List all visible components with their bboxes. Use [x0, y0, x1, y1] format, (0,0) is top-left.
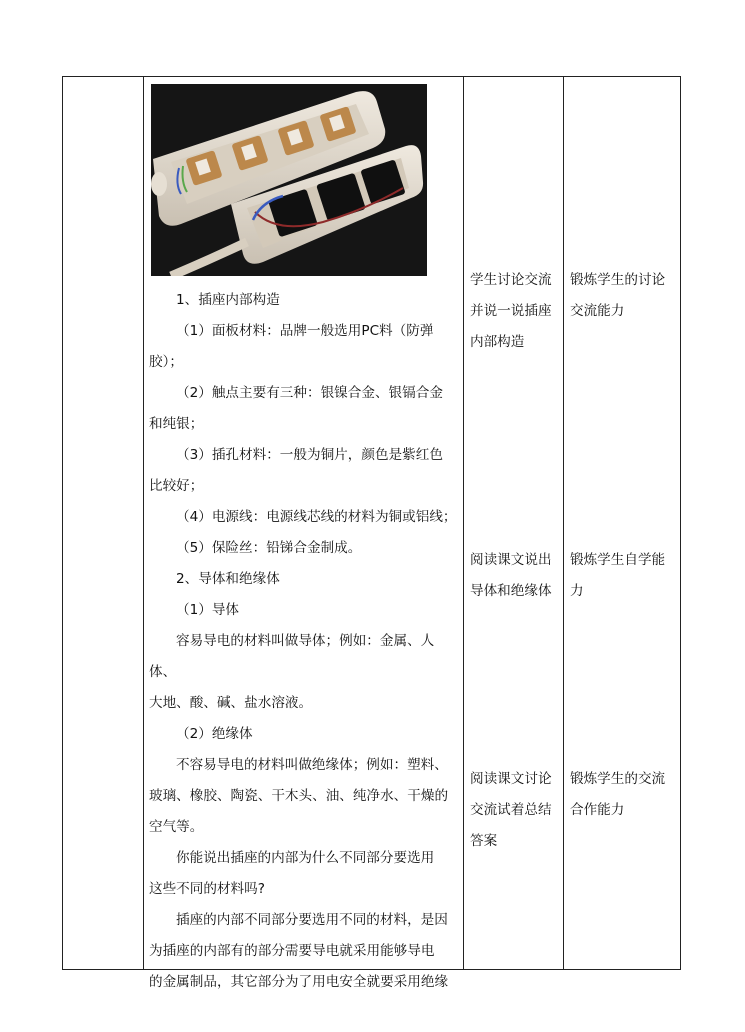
design-intent-line: 交流能力: [570, 303, 625, 319]
content-line: （2）触点主要有三种：银镍合金、银镉合金: [176, 385, 443, 401]
student-activity-line: 内部构造: [470, 334, 525, 350]
lesson-table: [62, 76, 681, 990]
student-activity-3: [470, 764, 562, 857]
student-activity-line: 学生讨论交流: [470, 272, 552, 288]
content-line: （5）保险丝：铅锑合金制成。: [176, 540, 362, 556]
column-divider-2: [463, 77, 464, 969]
student-activity-line: 阅读课文说出: [470, 552, 552, 568]
student-activity-line: 导体和绝缘体: [470, 583, 552, 599]
content-line: （1）导体: [176, 602, 240, 618]
content-line: 大地、酸、碱、盐水溶液。: [149, 695, 313, 711]
student-activity-2: [470, 545, 562, 607]
content-line: （1）面板材料：品牌一般选用PC料（防弹: [176, 323, 434, 339]
content-line: 2、导体和绝缘体: [176, 571, 280, 587]
content-line: 1、插座内部构造: [176, 292, 280, 308]
content-text: [149, 285, 461, 998]
content-line: （3）插孔材料：一般为铜片，颜色是紫红色: [176, 447, 443, 463]
content-line: 比较好；: [149, 478, 204, 494]
content-line: （4）电源线：电源线芯线的材料为铜或铝线；: [176, 509, 457, 525]
design-intent-line: 合作能力: [570, 802, 625, 818]
column-divider-3: [563, 77, 564, 969]
design-intent-line: 力: [570, 583, 584, 599]
student-activity-line: 并说一说插座: [470, 303, 552, 319]
student-activity-1: [470, 265, 562, 358]
power-strip-illustration: [151, 84, 427, 276]
design-intent-1: [570, 265, 678, 327]
content-line: 插座的内部不同部分要选用不同的材料，是因: [176, 912, 448, 928]
design-intent-2: [570, 545, 678, 607]
power-strip-photo: [151, 84, 427, 276]
design-intent-line: 锻炼学生自学能: [570, 552, 666, 568]
student-activity-line: 答案: [470, 833, 498, 849]
design-intent-3: [570, 764, 678, 826]
column-divider-1: [143, 77, 144, 969]
content-line: 这些不同的材料吗?: [149, 881, 265, 897]
content-line: 为插座的内部有的部分需要导电就采用能够导电: [149, 943, 435, 959]
content-line: 和纯银；: [149, 416, 204, 432]
content-line: 玻璃、橡胶、陶瓷、干木头、油、纯净水、干燥的: [149, 788, 449, 804]
design-intent-line: 锻炼学生的交流: [570, 771, 666, 787]
content-line: 容易导电的材料叫做导体；例如：金属、人体、: [149, 633, 435, 680]
content-line: （2）绝缘体: [176, 726, 253, 742]
student-activity-line: 交流试着总结: [470, 802, 552, 818]
content-line: 空气等。: [149, 819, 204, 835]
student-activity-line: 阅读课文讨论: [470, 771, 552, 787]
content-line: 的金属制品，其它部分为了用电安全就要采用绝缘: [149, 974, 449, 990]
content-line: 胶）；: [149, 354, 183, 370]
content-line: 你能说出插座的内部为什么不同部分要选用: [176, 850, 435, 866]
content-line: 不容易导电的材料叫做绝缘体；例如：塑料、: [176, 757, 448, 773]
design-intent-line: 锻炼学生的讨论: [570, 272, 666, 288]
